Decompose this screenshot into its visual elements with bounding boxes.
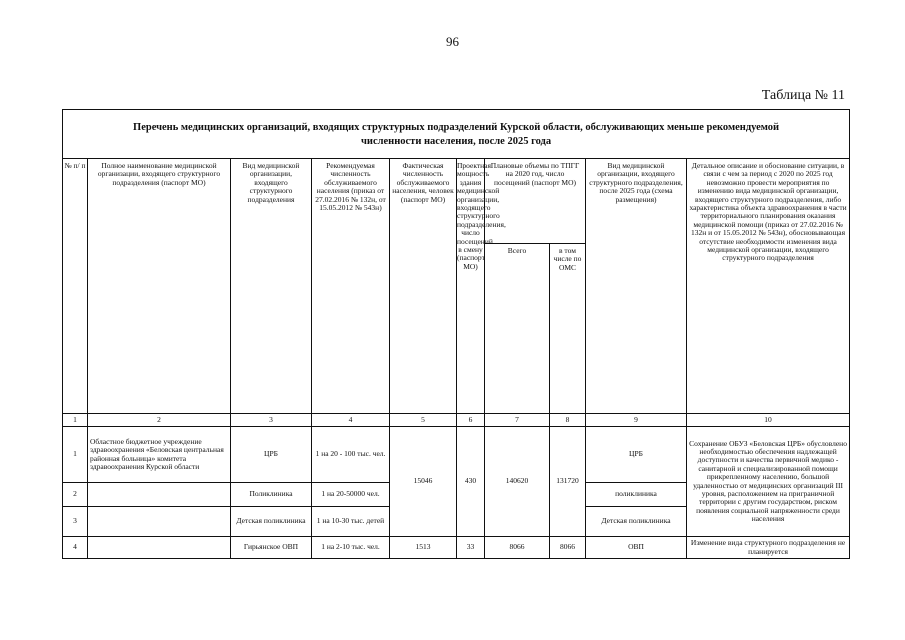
row-num: 1 (63, 427, 88, 483)
column-number: 8 (550, 414, 586, 427)
page-number: 96 (446, 34, 459, 49)
row-org-name: Областное бюджетное учреждение здравоохранения «Беловская центральная районная больница» комитета здравоохранения Курской области (88, 427, 231, 483)
row-org-type: Поликлиника (231, 483, 312, 507)
row-type-after: ОВП (586, 537, 687, 559)
column-number: 10 (687, 414, 850, 427)
header-planned-oms: в том числе по ОМС (550, 244, 586, 414)
column-number: 4 (312, 414, 390, 427)
header-type-after: Вид медицинской организации, входящего структурного подразделения, после 2025 года (схема размещения) (586, 159, 687, 414)
row-org-name (88, 537, 231, 559)
row-description: Сохранение ОБУЗ «Беловская ЦРБ» обусловлено необходимостью обеспечения надлежащей доступности и качества первичной медико - санитарной и специализированной помощи прикрепленному населению, большой удаленностью от медицинских организаций III уровня, расположением на приграничной территории с другим государством, риском появления социальной напряженности среди населения (687, 427, 850, 537)
column-number: 6 (457, 414, 485, 427)
column-number: 2 (88, 414, 231, 427)
column-number: 3 (231, 414, 312, 427)
row-org-type: Детская поликлиника (231, 507, 312, 537)
column-number: 9 (586, 414, 687, 427)
row-type-after: Детская поликлиника (586, 507, 687, 537)
header-actual: Фактическая численность обслуживаемого населения, человек (паспорт МО) (390, 159, 457, 414)
header-planned: Плановые объемы по ТПГГ на 2020 год, число посещений (паспорт МО) (485, 159, 586, 244)
row-recommended: 1 на 20-50000 чел. (312, 483, 390, 507)
row-type-after: ЦРБ (586, 427, 687, 483)
row-capacity: 33 (457, 537, 485, 559)
table-row (63, 537, 850, 559)
row-recommended: 1 на 2-10 тыс. чел. (312, 537, 390, 559)
row-actual: 1513 (390, 537, 457, 559)
row-planned-total: 8066 (485, 537, 550, 559)
row-description: Изменение вида структурного подразделения не планируется (687, 537, 850, 559)
row-recommended: 1 на 10-30 тыс. детей (312, 507, 390, 537)
row-num: 3 (63, 507, 88, 537)
row-planned-oms: 131720 (550, 427, 586, 537)
header-num: № п/ п (63, 159, 88, 414)
column-number: 5 (390, 414, 457, 427)
table-title: Перечень медицинских организаций, входящих структурных подразделений Курской области, обслуживающих меньше рекомендуемой численности населения, после 2025 года (63, 110, 850, 159)
header-recommended: Рекомендуемая численность обслуживаемого населения (приказ от 27.02.2016 № 132н, от 15.05.2012 № 543н) (312, 159, 390, 414)
row-org-name (88, 507, 231, 537)
row-type-after: поликлиника (586, 483, 687, 507)
header-planned-total: Всего (485, 244, 550, 414)
table-caption: Таблица № 11 (761, 88, 845, 103)
header-description: Детальное описание и обоснование ситуации, в связи с чем за период с 2020 по 2025 год невозможно провести мероприятия по изменению вида медицинской организации, входящего структурного подразделения, либо характеристика объекта здравоохранения в части территориального планирования оказания медицинской помощи (приказ от 27.02.2016 № 132н и от 15.05.2012 № 543н), обосновывающая отсутствие необходимости изменения вида медицинской организации, входящего структурного подразделения (687, 159, 850, 414)
row-org-type: ЦРБ (231, 427, 312, 483)
row-num: 2 (63, 483, 88, 507)
row-actual: 15046 (390, 427, 457, 537)
row-planned-oms: 8066 (550, 537, 586, 559)
row-org-type: Гирьянское ОВП (231, 537, 312, 559)
row-org-name (88, 483, 231, 507)
medical-organizations-table (62, 109, 850, 559)
row-planned-total: 140620 (485, 427, 550, 537)
column-number: 7 (485, 414, 550, 427)
row-num: 4 (63, 537, 88, 559)
header-capacity: Проектная мощность здания медицинской организации, входящего структурного подразделения, число посещений в смену (паспорт МО) (457, 159, 485, 414)
table-row (63, 427, 850, 483)
header-org-type: Вид медицинской организации, входящего структурного подразделения (231, 159, 312, 414)
row-capacity: 430 (457, 427, 485, 537)
row-recommended: 1 на 20 - 100 тыс. чел. (312, 427, 390, 483)
column-number: 1 (63, 414, 88, 427)
header-org-name: Полное наименование медицинской организации, входящего структурного подразделения (паспорт МО) (88, 159, 231, 414)
